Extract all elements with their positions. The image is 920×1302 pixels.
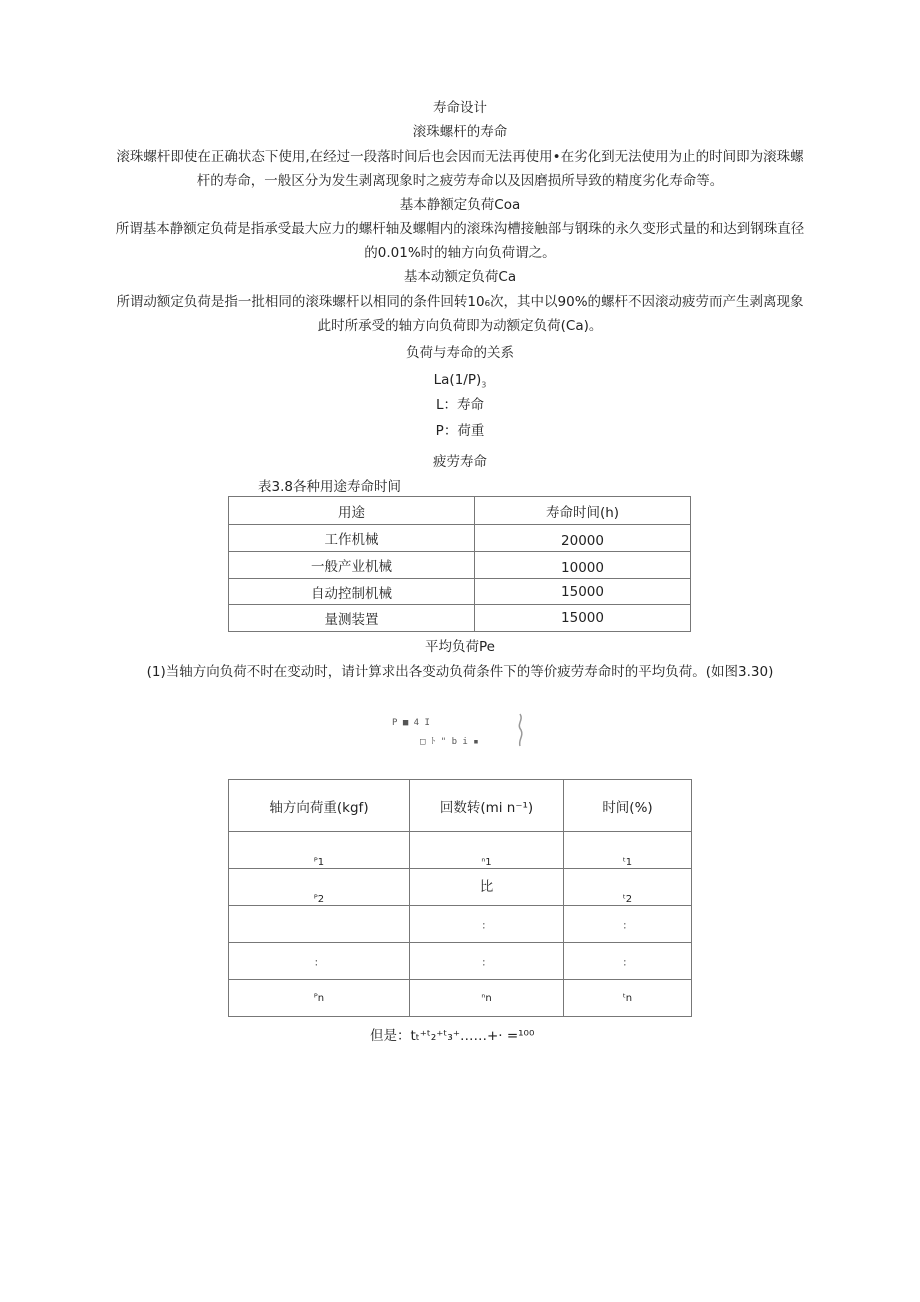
- definition-P: P：荷重: [435, 423, 485, 439]
- definition-L: L：寿命: [435, 397, 485, 413]
- cell: ᵗ1: [564, 832, 692, 869]
- heading-static-load: 基本静额定负荷Coa: [399, 197, 521, 213]
- cell: 工作机械: [229, 525, 475, 552]
- formula-text: La(1/P): [433, 372, 482, 388]
- table-row: [229, 605, 691, 632]
- table-row: [229, 832, 692, 869]
- table-row: [229, 943, 692, 980]
- header-cell: 回数转(mi n⁻¹): [410, 780, 564, 832]
- cell: ⁿn: [410, 980, 564, 1017]
- cell: ：: [229, 943, 410, 980]
- cell: [229, 906, 410, 943]
- table-row: [229, 579, 691, 605]
- figure-squiggle-icon: [512, 712, 528, 748]
- paragraph-line: 杆的寿命，一般区分为发生剥离现象时之疲劳寿命以及因磨损所导致的精度劣化寿命等。: [196, 173, 724, 189]
- table-row: [229, 869, 692, 906]
- table-header-row: [229, 497, 691, 525]
- table-header-row: [229, 780, 692, 832]
- header-cell: 用途: [229, 497, 475, 525]
- cell: 自动控制机械: [229, 579, 475, 605]
- header-cell: 时间(%): [564, 780, 692, 832]
- table-caption: 表3.8各种用途寿命时间: [258, 479, 401, 495]
- paragraph-line: 所谓动额定负荷是指一批相同的滚珠螺杆以相同的条件回转10₆次，其中以90%的螺杆不因滚动疲劳而产生剥离现象: [116, 294, 804, 310]
- heading-dynamic-load: 基本动额定负荷Ca: [403, 269, 517, 285]
- cell: ：: [410, 906, 564, 943]
- cell: ᵗ2: [564, 869, 692, 906]
- footer-formula: 但是：tₜ⁺ᵗ₂⁺ᵗ₃⁺……+· =¹⁰⁰: [370, 1028, 535, 1044]
- figure-fragment: □ ﾄ " b i ▪: [420, 737, 479, 747]
- cell: ：: [410, 943, 564, 980]
- cell: 15000: [475, 605, 691, 632]
- cell: 15000: [475, 579, 691, 605]
- paragraph-line: 滚珠螺杆即使在正确状态下使用,在经过一段落时间后也会因而无法再使用•在劣化到无法使用为止的时间即为滚珠螺: [116, 149, 804, 165]
- figure-fragment: P ■ 4 I: [392, 718, 430, 728]
- cell: 比: [410, 869, 564, 906]
- cell: ᴾ1: [229, 832, 410, 869]
- cell: 20000: [475, 525, 691, 552]
- table-row: [229, 906, 692, 943]
- cell: ᵗn: [564, 980, 692, 1017]
- cell: ᴾn: [229, 980, 410, 1017]
- doc-title: 寿命设计: [433, 100, 487, 116]
- paragraph-line: (1)当轴方向负荷不时在变动时，请计算求出各变动负荷条件下的等价疲劳寿命时的平均负荷。(如图3.30): [146, 664, 774, 680]
- paragraph-line: 此时所承受的轴方向负荷即为动额定负荷(Ca)。: [317, 318, 603, 334]
- table-row: [229, 552, 691, 579]
- formula: [0, 371, 920, 395]
- cell: 10000: [475, 552, 691, 579]
- table-row: [229, 980, 692, 1017]
- header-cell: 寿命时间(h): [475, 497, 691, 525]
- table-row: [229, 525, 691, 552]
- cell: ：: [564, 943, 692, 980]
- cell: ⁿ1: [410, 832, 564, 869]
- heading-fatigue-life: 疲劳寿命: [433, 454, 487, 470]
- load-table: [228, 779, 692, 1017]
- heading-ballscrew-life: 滚珠螺杆的寿命: [412, 124, 508, 140]
- header-cell: 轴方向荷重(kgf): [229, 780, 410, 832]
- cell: ：: [564, 906, 692, 943]
- cell: ᴾ2: [229, 869, 410, 906]
- formula-exponent: 3: [481, 380, 487, 390]
- cell: 量测装置: [229, 605, 475, 632]
- heading-average-load: 平均负荷Pe: [425, 639, 495, 655]
- cell: 一般产业机械: [229, 552, 475, 579]
- life-table: [228, 496, 691, 632]
- heading-load-life: 负荷与寿命的关系: [406, 345, 514, 361]
- paragraph-line: 所谓基本静额定负荷是指承受最大应力的螺杆轴及螺帽内的滚珠沟槽接触部与钢珠的永久变形式量的和达到钢珠直径: [115, 221, 805, 237]
- paragraph-line: 的0.01%时的轴方向负荷谓之。: [364, 245, 556, 261]
